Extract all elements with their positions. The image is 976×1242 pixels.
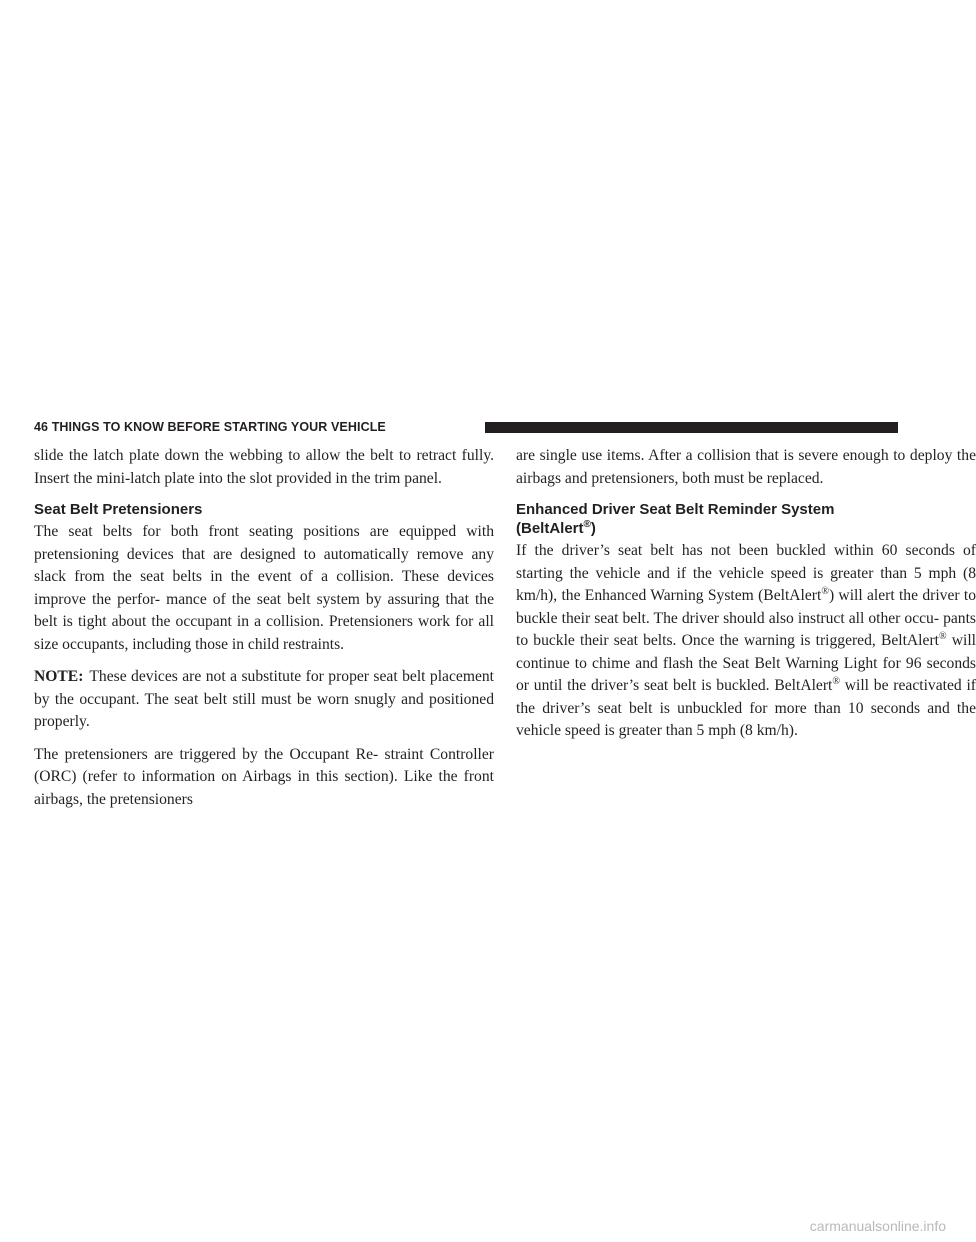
beltalert-text-2: ) will alert the driver to buckle their seat belt. The driver should also instruct all other occu- pants to buckle their seat belts. Once the warning is triggered, BeltAlert — [516, 587, 976, 649]
section-title: THINGS TO KNOW BEFORE STARTING YOUR VEHICLE — [51, 420, 386, 434]
single-use-paragraph: are single use items. After a collision that is severe enough to deploy the airbags and pretensioners, both must be replaced. — [516, 447, 976, 487]
page-header — [34, 418, 898, 438]
left-column — [34, 445, 494, 821]
note-paragraph — [34, 666, 494, 734]
heading-beltalert — [516, 500, 976, 538]
heading-sub-post: ) — [590, 520, 596, 537]
watermark: carmanualsonline.info — [809, 1218, 946, 1234]
registered-mark: ® — [938, 630, 947, 642]
continued-paragraph: slide the latch plate down the webbing to allow the belt to retract fully. Insert the mini-latch plate into the slot provided in the trim panel. — [34, 447, 494, 487]
heading-sub-pre: (BeltAlert — [516, 520, 584, 537]
page-number: 46 — [34, 420, 49, 434]
registered-mark: ® — [832, 675, 840, 687]
beltalert-text-1: If the driver’s seat belt has not been buckled within 60 seconds of starting the vehicle and if the vehicle speed is greater than 5 mph (8 km/h), the Enhanced Warning System (BeltAlert — [516, 542, 976, 604]
pretensioners-paragraph: The seat belts for both front seating positions are equipped with pretensioning devices that are designed to automatically remove any slack from the seat belts in the event of a collision. These devices improve the perfor- mance of the seat belt system by assuring that the belt is tight about the occupant in a collision. Pretensioners work for all size occupants, including those in child restraints. — [34, 523, 494, 653]
note-label: NOTE: — [34, 668, 84, 685]
heading-seat-belt-pretensioners: Seat Belt Pretensioners — [34, 501, 203, 518]
right-column — [516, 445, 976, 753]
beltalert-paragraph — [516, 540, 976, 743]
beltalert-text-3: will continue to chime and flash the Seat Belt Warning Light for 96 seconds or until the driver’s seat belt is buckled. BeltAlert — [516, 632, 976, 694]
registered-mark: ® — [821, 585, 829, 597]
trigger-paragraph: The pretensioners are triggered by the Occupant Re- straint Controller (ORC) (refer to information on Airbags in this section). Like the front airbags, the pretensioners — [34, 745, 494, 808]
header-rule-bar — [485, 422, 898, 433]
registered-mark: ® — [583, 519, 591, 530]
note-text: These devices are not a substitute for proper seat belt placement by the occupant. The seat belt still must be worn snugly and positioned properly. — [34, 668, 494, 730]
heading-main: Enhanced Driver Seat Belt Reminder System — [516, 501, 835, 518]
beltalert-text-4: will be reactivated if the driver’s seat belt is unbuckled for more than 10 seconds and the vehicle speed is greater than 5 mph (8 km/h). — [516, 677, 976, 739]
header-label — [34, 420, 386, 434]
